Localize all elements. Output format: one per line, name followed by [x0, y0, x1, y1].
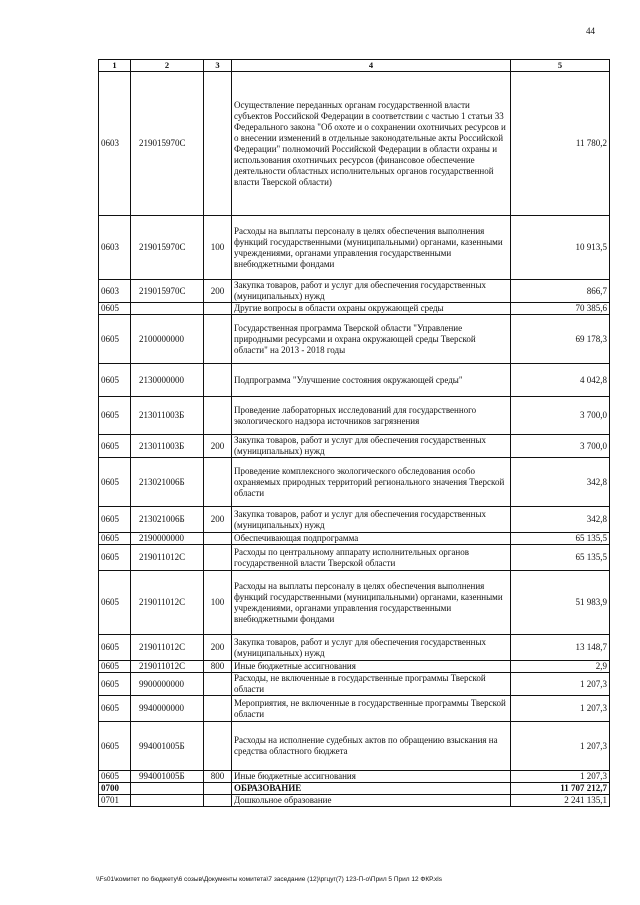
- cell-section-code: 0605: [99, 458, 131, 507]
- cell-section-code: 0605: [99, 315, 131, 364]
- table-row: [99, 507, 610, 533]
- cell-amount: 11 780,2: [511, 72, 610, 216]
- cell-amount: 13 148,7: [511, 635, 610, 661]
- cell-description: Закупка товаров, работ и услуг для обеспечения государственных (муниципальных) нужд: [232, 507, 511, 533]
- table-row: [99, 533, 610, 545]
- cell-target-article-code: 9940000000: [131, 696, 204, 722]
- cell-expense-type-code: 100: [204, 571, 232, 635]
- page-number: 44: [586, 26, 595, 36]
- cell-expense-type-code: 100: [204, 216, 232, 280]
- cell-target-article-code: [131, 303, 204, 315]
- cell-target-article-code: 213021006Б: [131, 458, 204, 507]
- cell-expense-type-code: [204, 673, 232, 696]
- table-row: [99, 216, 610, 280]
- table-row: [99, 673, 610, 696]
- cell-description: Расходы, не включенные в государственные программы Тверской области: [232, 673, 511, 696]
- cell-expense-type-code: [204, 72, 232, 216]
- cell-description: Закупка товаров, работ и услуг для обеспечения государственных (муниципальных) нужд: [232, 280, 511, 303]
- cell-description: Расходы на исполнение судебных актов по обращению взыскания на средства областного бюджета: [232, 722, 511, 771]
- cell-expense-type-code: [204, 722, 232, 771]
- cell-description: Осуществление переданных органам государственной власти субъектов Российской Федерации в соответствии с частью 1 статьи 33 Федерального закона "Об охоте и о сохранении охотничьих ресурсов и о внесении изменений в отдельные законодательные акты Российской Федерации" полномочий Российской Федерации в области охраны и использования охотничьих ресурсов (финансовое обеспечение деятельности областных исполнительных органов государственной власти Тверской области): [232, 72, 511, 216]
- table-row: [99, 571, 610, 635]
- cell-description: Иные бюджетные ассигнования: [232, 771, 511, 783]
- cell-section-code: 0603: [99, 280, 131, 303]
- header-col-5: 5: [511, 60, 610, 72]
- cell-amount: 2 241 135,1: [511, 795, 610, 807]
- cell-expense-type-code: [204, 795, 232, 807]
- table-row: [99, 280, 610, 303]
- cell-expense-type-code: 200: [204, 507, 232, 533]
- header-col-3: 3: [204, 60, 232, 72]
- header-col-4: 4: [232, 60, 511, 72]
- cell-expense-type-code: [204, 533, 232, 545]
- table-row: [99, 545, 610, 571]
- cell-description: Расходы по центральному аппарату исполнительных органов государственной власти Тверской области: [232, 545, 511, 571]
- table-row: [99, 315, 610, 364]
- cell-description: Мероприятия, не включенные в государственные программы Тверской области: [232, 696, 511, 722]
- cell-description: Иные бюджетные ассигнования: [232, 661, 511, 673]
- cell-description: Расходы на выплаты персоналу в целях обеспечения выполнения функций государственными (муниципальными) органами, казенными учреждениями, органами управления государственными внебюджетными фондами: [232, 571, 511, 635]
- cell-target-article-code: 2190000000: [131, 533, 204, 545]
- table-row: [99, 696, 610, 722]
- cell-description: Закупка товаров, работ и услуг для обеспечения государственных (муниципальных) нужд: [232, 635, 511, 661]
- cell-target-article-code: 213011003Б: [131, 397, 204, 435]
- cell-expense-type-code: 200: [204, 635, 232, 661]
- cell-amount: 3 700,0: [511, 435, 610, 458]
- cell-target-article-code: 219015970С: [131, 72, 204, 216]
- table-row: [99, 783, 610, 795]
- cell-target-article-code: 213011003Б: [131, 435, 204, 458]
- table-row: [99, 771, 610, 783]
- table-row: [99, 661, 610, 673]
- table-row: [99, 722, 610, 771]
- cell-description: Проведение комплексного экологического обследования особо охраняемых природных территорий регионального значения Тверской области: [232, 458, 511, 507]
- cell-description: Обеспечивающая подпрограмма: [232, 533, 511, 545]
- cell-section-code: 0605: [99, 507, 131, 533]
- cell-expense-type-code: [204, 303, 232, 315]
- table-row: [99, 795, 610, 807]
- cell-target-article-code: 994001005Б: [131, 771, 204, 783]
- header-col-2: 2: [131, 60, 204, 72]
- cell-description: Подпрограмма "Улучшение состояния окружающей среды": [232, 364, 511, 397]
- cell-amount: 51 983,9: [511, 571, 610, 635]
- cell-section-code: 0605: [99, 533, 131, 545]
- cell-section-code: 0603: [99, 216, 131, 280]
- cell-amount: 10 913,5: [511, 216, 610, 280]
- table-row: [99, 435, 610, 458]
- cell-section-code: 0605: [99, 571, 131, 635]
- budget-table: [98, 59, 610, 807]
- cell-description: Государственная программа Тверской области "Управление природными ресурсами и охрана окружающей среды Тверской области" на 2013 - 2018 годы: [232, 315, 511, 364]
- cell-description: Проведение лабораторных исследований для государственного экологического надзора источников загрязнения: [232, 397, 511, 435]
- table-row: [99, 635, 610, 661]
- cell-amount: 69 178,3: [511, 315, 610, 364]
- cell-expense-type-code: 200: [204, 280, 232, 303]
- cell-section-code: 0605: [99, 545, 131, 571]
- cell-target-article-code: 219011012С: [131, 635, 204, 661]
- cell-amount: 11 707 212,7: [511, 783, 610, 795]
- cell-expense-type-code: [204, 696, 232, 722]
- cell-target-article-code: 213021006Б: [131, 507, 204, 533]
- table-row: [99, 397, 610, 435]
- cell-section-code: 0605: [99, 661, 131, 673]
- cell-description: Дошкольное образование: [232, 795, 511, 807]
- cell-amount: 1 207,3: [511, 771, 610, 783]
- cell-section-code: 0701: [99, 795, 131, 807]
- cell-amount: 65 135,5: [511, 533, 610, 545]
- table-row: [99, 72, 610, 216]
- cell-section-code: 0605: [99, 771, 131, 783]
- cell-amount: 70 385,6: [511, 303, 610, 315]
- cell-expense-type-code: [204, 458, 232, 507]
- cell-amount: 2,9: [511, 661, 610, 673]
- cell-target-article-code: 9900000000: [131, 673, 204, 696]
- cell-target-article-code: 219011012С: [131, 661, 204, 673]
- cell-expense-type-code: [204, 364, 232, 397]
- cell-section-code: 0605: [99, 303, 131, 315]
- cell-amount: 1 207,3: [511, 673, 610, 696]
- cell-amount: 866,7: [511, 280, 610, 303]
- table-row: [99, 458, 610, 507]
- cell-target-article-code: [131, 783, 204, 795]
- cell-section-code: 0605: [99, 397, 131, 435]
- header-row: [99, 60, 610, 72]
- cell-amount: 342,8: [511, 507, 610, 533]
- cell-expense-type-code: [204, 315, 232, 364]
- cell-section-code: 0605: [99, 364, 131, 397]
- cell-section-code: 0605: [99, 635, 131, 661]
- cell-target-article-code: 994001005Б: [131, 722, 204, 771]
- cell-expense-type-code: 800: [204, 771, 232, 783]
- cell-section-code: 0605: [99, 673, 131, 696]
- cell-expense-type-code: [204, 397, 232, 435]
- footer-file-path: \\Fs01\комитет по бюджету\6 созыв\Документы комитета\7 заседание (12)\ргцуг(7) 123-П-о\Прил 5 Прил 12 ФКР.xls: [96, 876, 442, 883]
- cell-section-code: 0605: [99, 435, 131, 458]
- table-row: [99, 303, 610, 315]
- cell-expense-type-code: [204, 783, 232, 795]
- cell-amount: 1 207,3: [511, 696, 610, 722]
- cell-section-code: 0605: [99, 696, 131, 722]
- cell-target-article-code: 219011012С: [131, 545, 204, 571]
- cell-amount: 3 700,0: [511, 397, 610, 435]
- cell-expense-type-code: 800: [204, 661, 232, 673]
- cell-amount: 1 207,3: [511, 722, 610, 771]
- cell-amount: 342,8: [511, 458, 610, 507]
- cell-expense-type-code: [204, 545, 232, 571]
- cell-description: Закупка товаров, работ и услуг для обеспечения государственных (муниципальных) нужд: [232, 435, 511, 458]
- header-col-1: 1: [99, 60, 131, 72]
- table-row: [99, 364, 610, 397]
- cell-description: ОБРАЗОВАНИЕ: [232, 783, 511, 795]
- cell-target-article-code: 2100000000: [131, 315, 204, 364]
- cell-description: Другие вопросы в области охраны окружающей среды: [232, 303, 511, 315]
- cell-expense-type-code: 200: [204, 435, 232, 458]
- cell-section-code: 0603: [99, 72, 131, 216]
- cell-description: Расходы на выплаты персоналу в целях обеспечения выполнения функций государственными (муниципальными) органами, казенными учреждениями, органами управления государственными внебюджетными фондами: [232, 216, 511, 280]
- cell-target-article-code: [131, 795, 204, 807]
- cell-section-code: 0700: [99, 783, 131, 795]
- cell-target-article-code: 219015970С: [131, 216, 204, 280]
- cell-amount: 65 135,5: [511, 545, 610, 571]
- cell-section-code: 0605: [99, 722, 131, 771]
- cell-target-article-code: 219015970С: [131, 280, 204, 303]
- cell-amount: 4 042,8: [511, 364, 610, 397]
- cell-target-article-code: 219011012С: [131, 571, 204, 635]
- cell-target-article-code: 2130000000: [131, 364, 204, 397]
